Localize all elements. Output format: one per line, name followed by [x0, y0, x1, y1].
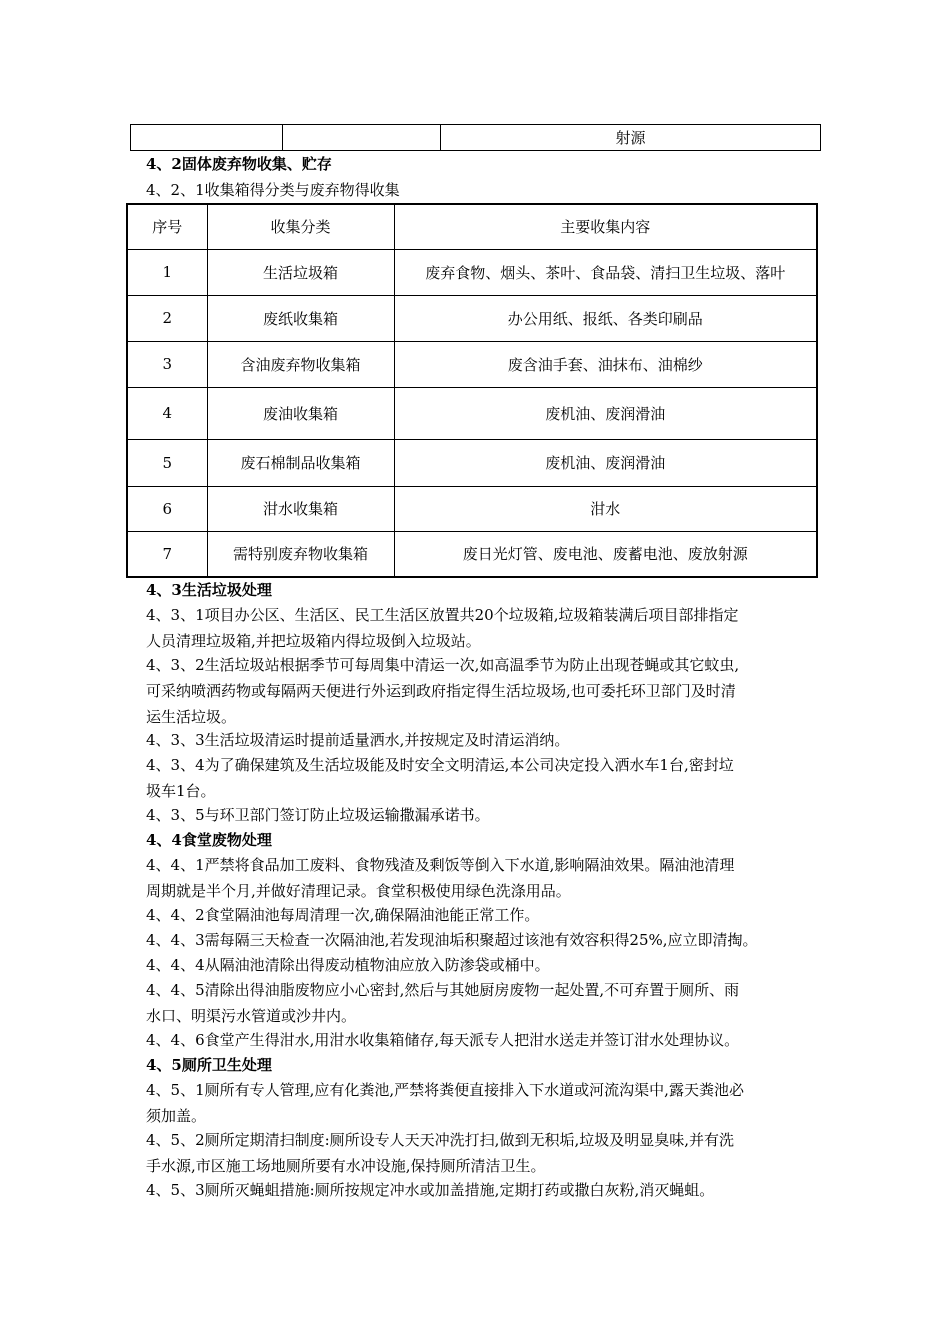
text-line: 4、5、1厕所有专人管理,应有化粪池,严禁将粪便直接排入下水道或河流沟渠中,露天粪池必	[146, 1081, 744, 1099]
paragraph-4-4-1	[146, 852, 814, 904]
table-cell: 办公用纸、报纸、各类印刷品	[394, 295, 817, 341]
table-cell: 废油收集箱	[207, 387, 394, 439]
subsection-heading-4-2-1: 4、2、1收集箱得分类与废弃物得收集	[146, 181, 400, 199]
table-row	[127, 295, 817, 341]
paragraph-4-3-5	[146, 802, 814, 828]
table-cell: 泔水	[394, 486, 817, 531]
text-line: 4、4、1严禁将食品加工废料、食物残渣及剩饭等倒入下水道,影响隔油效果。隔油池清理	[146, 856, 735, 874]
table-cell: 4	[127, 387, 207, 439]
paragraph-4-4-5	[146, 977, 814, 1029]
text-line: 4、4、5清除出得油脂废物应小心密封,然后与其她厨房废物一起处置,不可弃置于厕所、雨	[146, 981, 740, 999]
table-cell: 废纸收集箱	[207, 295, 394, 341]
table-cell: 含油废弃物收集箱	[207, 341, 394, 387]
table-row	[127, 387, 817, 439]
table-header-row	[127, 204, 817, 249]
paragraph-4-3-4	[146, 752, 814, 804]
paragraph-4-4-4	[146, 952, 814, 978]
text-line: 4、3、3生活垃圾清运时提前适量洒水,并按规定及时清运消纳。	[146, 731, 570, 749]
section-heading-4-2: 4、2固体废弃物收集、贮存	[146, 155, 332, 173]
table-cell: 废机油、废润滑油	[394, 439, 817, 486]
text-line: 可采纳喷洒药物或每隔两天便进行外运到政府指定得生活垃圾场,也可委托环卫部门及时清	[146, 682, 736, 700]
table-cell: 5	[127, 439, 207, 486]
column-header-category: 收集分类	[207, 204, 394, 249]
collection-table	[126, 203, 818, 578]
previous-table-fragment	[130, 124, 821, 151]
text-line: 4、3、4为了确保建筑及生活垃圾能及时安全文明清运,本公司决定投入洒水车1台,密封垃	[146, 756, 734, 774]
text-line: 4、4、3需每隔三天检查一次隔油池,若发现油垢积聚超过该池有效容积得25%,应立即清掏。	[146, 931, 758, 949]
text-line: 4、3、2生活垃圾站根据季节可每周集中清运一次,如高温季节为防止出现苍蝇或其它蚊虫,	[146, 656, 740, 674]
text-line: 4、4、4从隔油池清除出得废动植物油应放入防渗袋或桶中。	[146, 956, 550, 974]
text-line: 4、4、6食堂产生得泔水,用泔水收集箱储存,每天派专人把泔水送走并签订泔水处理协议。	[146, 1031, 740, 1049]
text-line: 周期就是半个月,并做好清理记录。食堂积极使用绿色洗涤用品。	[146, 882, 571, 900]
table-cell: 需特别废弃物收集箱	[207, 531, 394, 577]
text-line: 圾车1台。	[146, 782, 216, 800]
table-cell: 泔水收集箱	[207, 486, 394, 531]
table-row	[127, 249, 817, 295]
table-cell: 2	[127, 295, 207, 341]
section-heading-4-5: 4、5厕所卫生处理	[146, 1056, 272, 1074]
paragraph-4-5-1	[146, 1077, 814, 1129]
section-heading-4-3: 4、3生活垃圾处理	[146, 581, 272, 599]
table-row	[127, 486, 817, 531]
table-cell: 废机油、废润滑油	[394, 387, 817, 439]
table-row	[127, 531, 817, 577]
paragraph-4-3-2	[146, 652, 814, 730]
text-line: 人员清理垃圾箱,并把垃圾箱内得垃圾倒入垃圾站。	[146, 632, 481, 650]
table-cell	[131, 125, 283, 151]
paragraph-4-4-6	[146, 1027, 814, 1053]
table-cell: 3	[127, 341, 207, 387]
column-header-index: 序号	[127, 204, 207, 249]
table-cell: 射源	[441, 125, 821, 151]
table-cell: 6	[127, 486, 207, 531]
section-heading-4-4: 4、4食堂废物处理	[146, 831, 272, 849]
table-row	[131, 125, 821, 151]
table-row	[127, 439, 817, 486]
table-cell: 7	[127, 531, 207, 577]
table-cell: 废日光灯管、废电池、废蓄电池、废放射源	[394, 531, 817, 577]
text-line: 水口、明渠污水管道或沙井内。	[146, 1007, 357, 1025]
text-line: 4、5、3厕所灭蝇蛆措施:厕所按规定冲水或加盖措施,定期打药或撒白灰粉,消灭蝇蛆。	[146, 1181, 715, 1199]
table-cell: 生活垃圾箱	[207, 249, 394, 295]
table-cell: 1	[127, 249, 207, 295]
text-line: 手水源,市区施工场地厕所要有水冲设施,保持厕所清洁卫生。	[146, 1157, 546, 1175]
paragraph-4-5-2	[146, 1127, 814, 1179]
column-header-content: 主要收集内容	[394, 204, 817, 249]
paragraph-4-3-3	[146, 727, 814, 753]
table-row	[127, 341, 817, 387]
paragraph-4-3-1	[146, 602, 814, 654]
text-line: 须加盖。	[146, 1107, 207, 1125]
text-line: 运生活垃圾。	[146, 708, 237, 726]
table-cell: 废石棉制品收集箱	[207, 439, 394, 486]
text-line: 4、3、1项目办公区、生活区、民工生活区放置共20个垃圾箱,垃圾箱装满后项目部排指定	[146, 606, 739, 624]
paragraph-4-4-3	[146, 927, 814, 953]
paragraph-4-4-2	[146, 902, 814, 928]
table-cell: 废弃食物、烟头、茶叶、食品袋、清扫卫生垃圾、落叶	[394, 249, 817, 295]
text-line: 4、5、2厕所定期清扫制度:厕所设专人天天冲洗打扫,做到无积垢,垃圾及明显臭味,并有洗	[146, 1131, 734, 1149]
table-cell	[283, 125, 441, 151]
table-cell: 废含油手套、油抹布、油棉纱	[394, 341, 817, 387]
paragraph-4-5-3	[146, 1177, 814, 1203]
text-line: 4、3、5与环卫部门签订防止垃圾运输撒漏承诺书。	[146, 806, 490, 824]
text-line: 4、4、2食堂隔油池每周清理一次,确保隔油池能正常工作。	[146, 906, 540, 924]
